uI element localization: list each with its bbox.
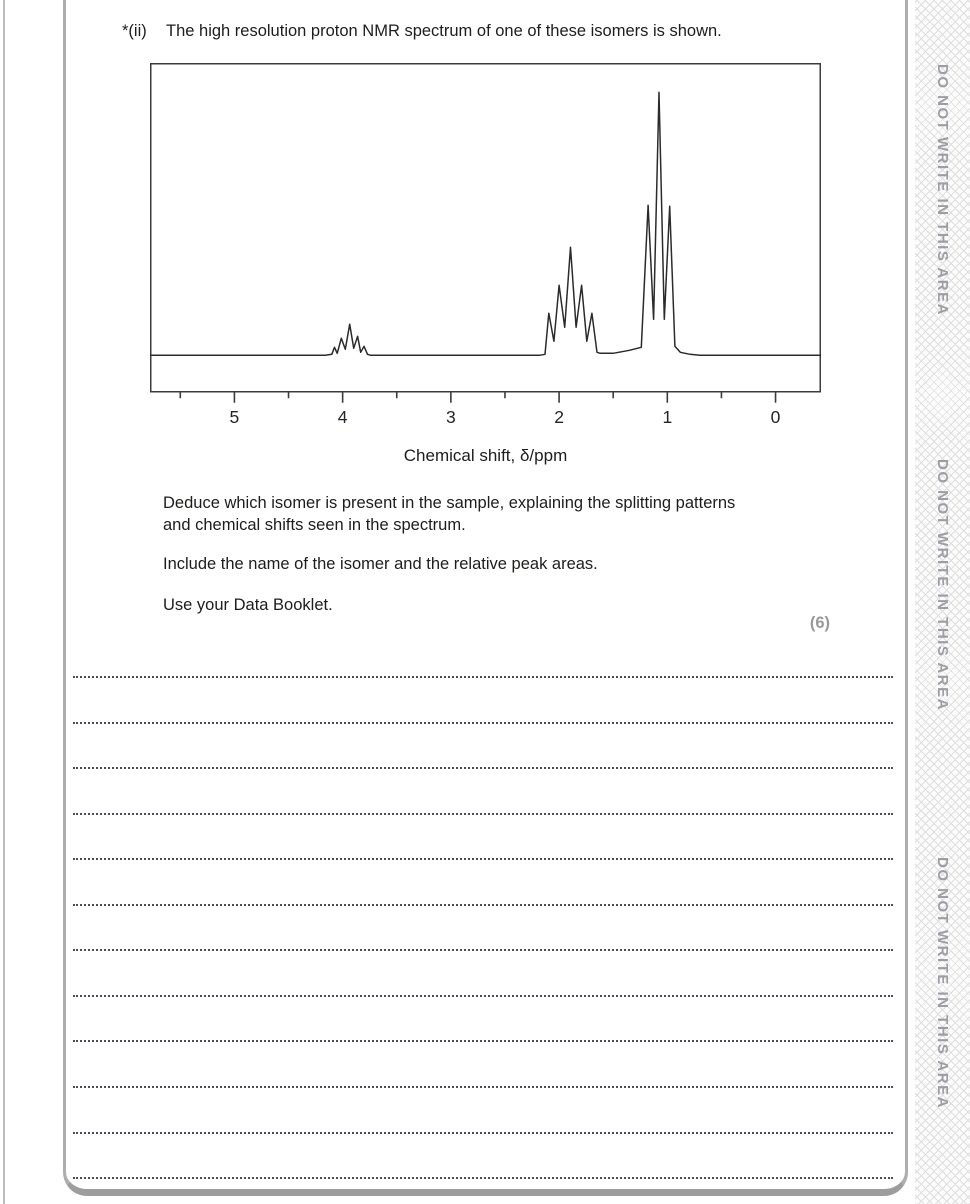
x-tick-label: 4 (337, 407, 348, 427)
answer-line (73, 903, 893, 906)
answer-line (73, 857, 893, 860)
do-not-write-watermark: DO NOT WRITE IN THIS AREA (934, 64, 951, 316)
spectrum-trace (150, 92, 821, 355)
answer-line (73, 1131, 893, 1134)
answer-line (73, 766, 893, 769)
answer-line (73, 1039, 893, 1042)
answer-line (73, 1085, 893, 1088)
question-number: *(ii) (122, 22, 147, 40)
instruction-paragraph: Use your Data Booklet. (163, 596, 333, 614)
answer-line (73, 948, 893, 951)
x-axis-title: Chemical shift, δ/ppm (403, 446, 568, 465)
x-tick-label: 5 (229, 407, 240, 427)
x-tick-label: 3 (445, 407, 456, 427)
x-tick-label: 1 (662, 407, 673, 427)
answer-line (73, 812, 893, 815)
page-edge-rule (3, 0, 5, 1204)
answer-line (73, 994, 893, 997)
chart-frame (151, 64, 821, 392)
instruction-paragraph: Include the name of the isomer and the relative peak areas. (163, 555, 598, 573)
nmr-spectrum-svg (150, 63, 821, 408)
instruction-paragraph: Deduce which isomer is present in the sample, explaining the splitting patterns and chemical shifts seen in the spectrum. (163, 494, 736, 534)
do-not-write-strip (915, 0, 970, 1204)
answer-line (73, 721, 893, 724)
answer-line (73, 1176, 893, 1179)
do-not-write-watermark: DO NOT WRITE IN THIS AREA (934, 459, 951, 711)
x-axis-tick-labels (150, 407, 821, 431)
do-not-write-watermark: DO NOT WRITE IN THIS AREA (934, 857, 951, 1109)
answer-line (73, 675, 893, 678)
nmr-spectrum-chart (150, 63, 821, 408)
question-header (122, 20, 722, 42)
x-tick-label: 2 (554, 407, 564, 427)
marks-badge: (6) (809, 614, 830, 632)
x-axis-ticks (180, 392, 775, 403)
x-tick-label: 0 (770, 407, 781, 427)
question-text: The high resolution proton NMR spectrum of one of these isomers is shown. (166, 22, 722, 40)
